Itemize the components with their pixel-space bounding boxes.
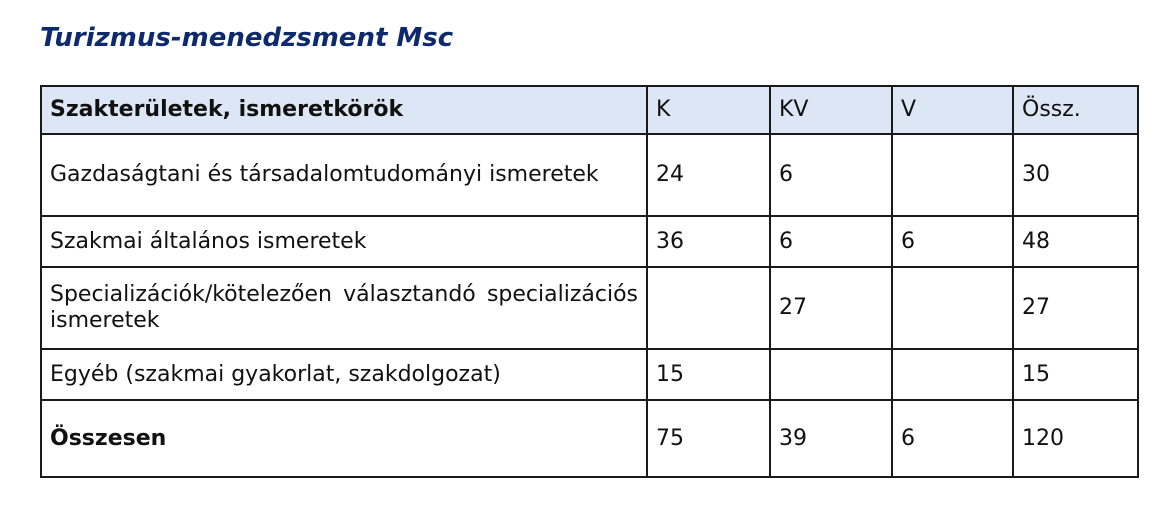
cell-kv [770, 349, 892, 400]
cell-area: Szakmai általános ismeretek [41, 216, 647, 267]
header-kv: KV [770, 86, 892, 134]
table-header-row [41, 86, 1138, 134]
header-k: K [647, 86, 770, 134]
page-title: Turizmus-menedzsment Msc [40, 23, 454, 53]
cell-k: 36 [647, 216, 770, 267]
total-ossz: 120 [1013, 400, 1138, 477]
cell-ossz: 48 [1013, 216, 1138, 267]
table-row [41, 267, 1138, 349]
cell-ossz: 15 [1013, 349, 1138, 400]
cell-v [892, 267, 1013, 349]
total-v: 6 [892, 400, 1013, 477]
header-v: V [892, 86, 1013, 134]
cell-kv: 6 [770, 216, 892, 267]
cell-k [647, 267, 770, 349]
total-k: 75 [647, 400, 770, 477]
table-row [41, 134, 1138, 216]
cell-v [892, 134, 1013, 216]
cell-v [892, 349, 1013, 400]
cell-kv: 27 [770, 267, 892, 349]
cell-ossz: 27 [1013, 267, 1138, 349]
cell-k: 15 [647, 349, 770, 400]
cell-k: 24 [647, 134, 770, 216]
table-row [41, 349, 1138, 400]
header-area: Szakterületek, ismeretkörök [41, 86, 647, 134]
total-kv: 39 [770, 400, 892, 477]
table-total-row [41, 400, 1138, 477]
header-ossz: Össz. [1013, 86, 1138, 134]
cell-ossz: 30 [1013, 134, 1138, 216]
table-row [41, 216, 1138, 267]
cell-v: 6 [892, 216, 1013, 267]
cell-area: Egyéb (szakmai gyakorlat, szakdolgozat) [41, 349, 647, 400]
cell-area: Gazdaságtani és társadalomtudományi ismeretek [41, 134, 647, 216]
credits-table [40, 85, 1139, 478]
cell-area: Specializációk/kötelezően választandó specializációs ismeretek [41, 267, 647, 349]
cell-kv: 6 [770, 134, 892, 216]
total-label: Összesen [41, 400, 647, 477]
